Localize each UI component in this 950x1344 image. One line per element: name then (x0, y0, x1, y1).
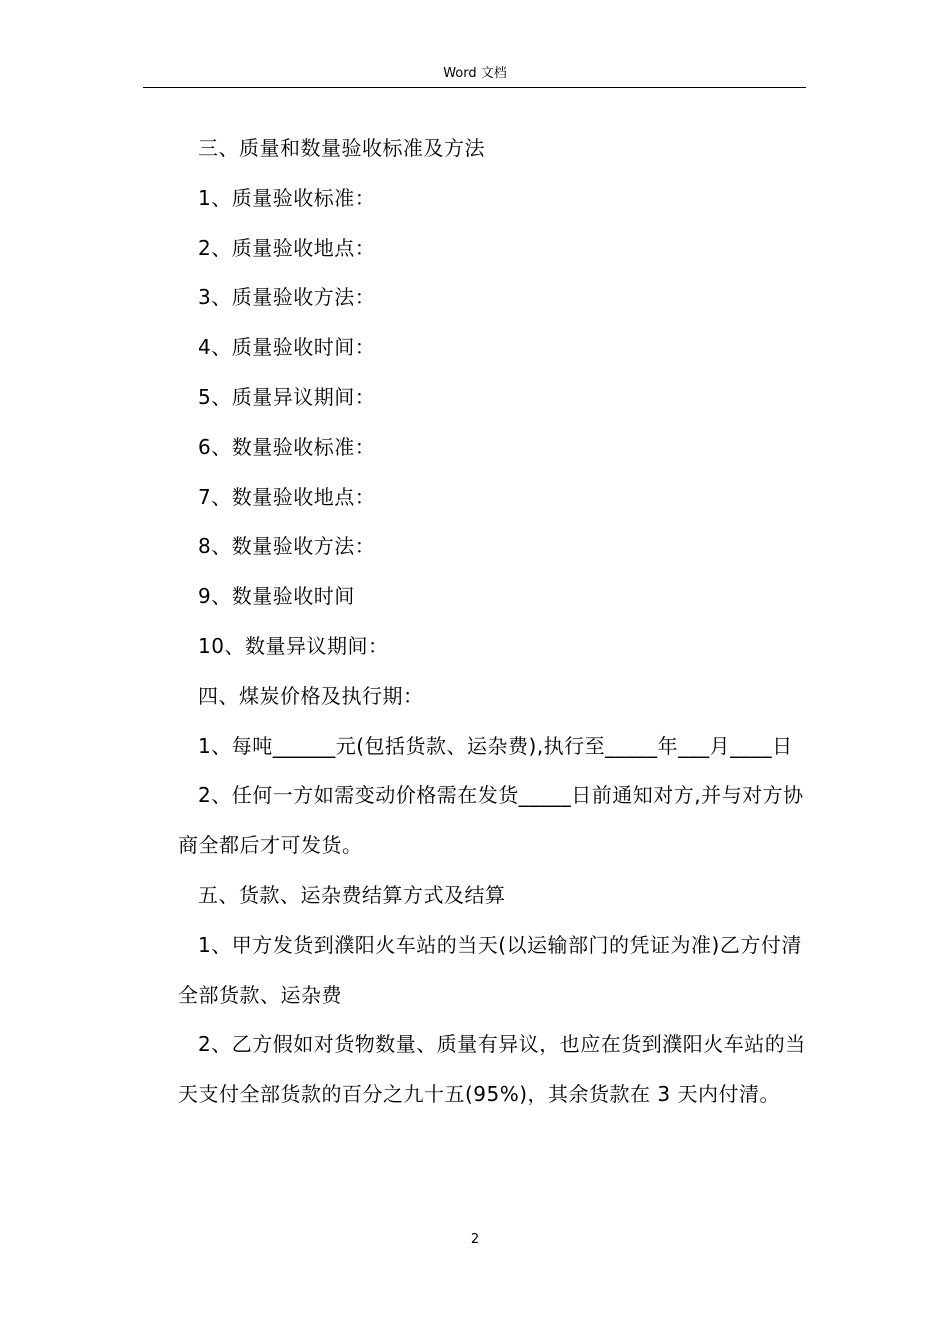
list-item: 1、甲方发货到濮阳火车站的当天(以运输部门的凭证为准)乙方付清全部货款、运杂费 (178, 932, 802, 1007)
list-item: 7、数量验收地点： (198, 484, 376, 509)
list-item: 10、数量异议期间： (198, 633, 389, 658)
list-item: 5、质量异议期间： (198, 384, 376, 409)
list-item: 8、数量验收方法： (198, 534, 376, 559)
list-item: 2、质量验收地点： (198, 235, 376, 260)
list-item: 3、质量验收方法： (198, 285, 376, 310)
page-header-title: Word 文档 (443, 66, 507, 81)
list-item: 4、质量验收时间： (198, 335, 376, 360)
section-heading-3: 三、质量和数量验收标准及方法 (198, 136, 485, 160)
section-heading-4: 四、煤炭价格及执行期： (198, 683, 424, 708)
header-divider (143, 87, 806, 88)
page-number: 2 (470, 1232, 480, 1247)
list-item: 1、质量验收标准： (198, 185, 376, 210)
list-item: 9、数量验收时间 (198, 584, 355, 609)
list-item: 2、任何一方如需变动价格需在发货_____日前通知对方,并与对方协商全都后才可发货。 (178, 783, 804, 858)
document-body (178, 124, 806, 1120)
list-item: 1、每吨______元(包括货款、运杂费),执行至_____年___月____日 (198, 733, 793, 758)
list-item: 6、数量验收标准： (198, 434, 376, 459)
list-item: 2、乙方假如对货物数量、质量有异议，也应在货到濮阳火车站的当天支付全部货款的百分之九十五(95%)，其余货款在 3 天内付清。 (178, 1032, 806, 1107)
section-heading-5: 五、货款、运杂费结算方式及结算 (198, 882, 506, 907)
